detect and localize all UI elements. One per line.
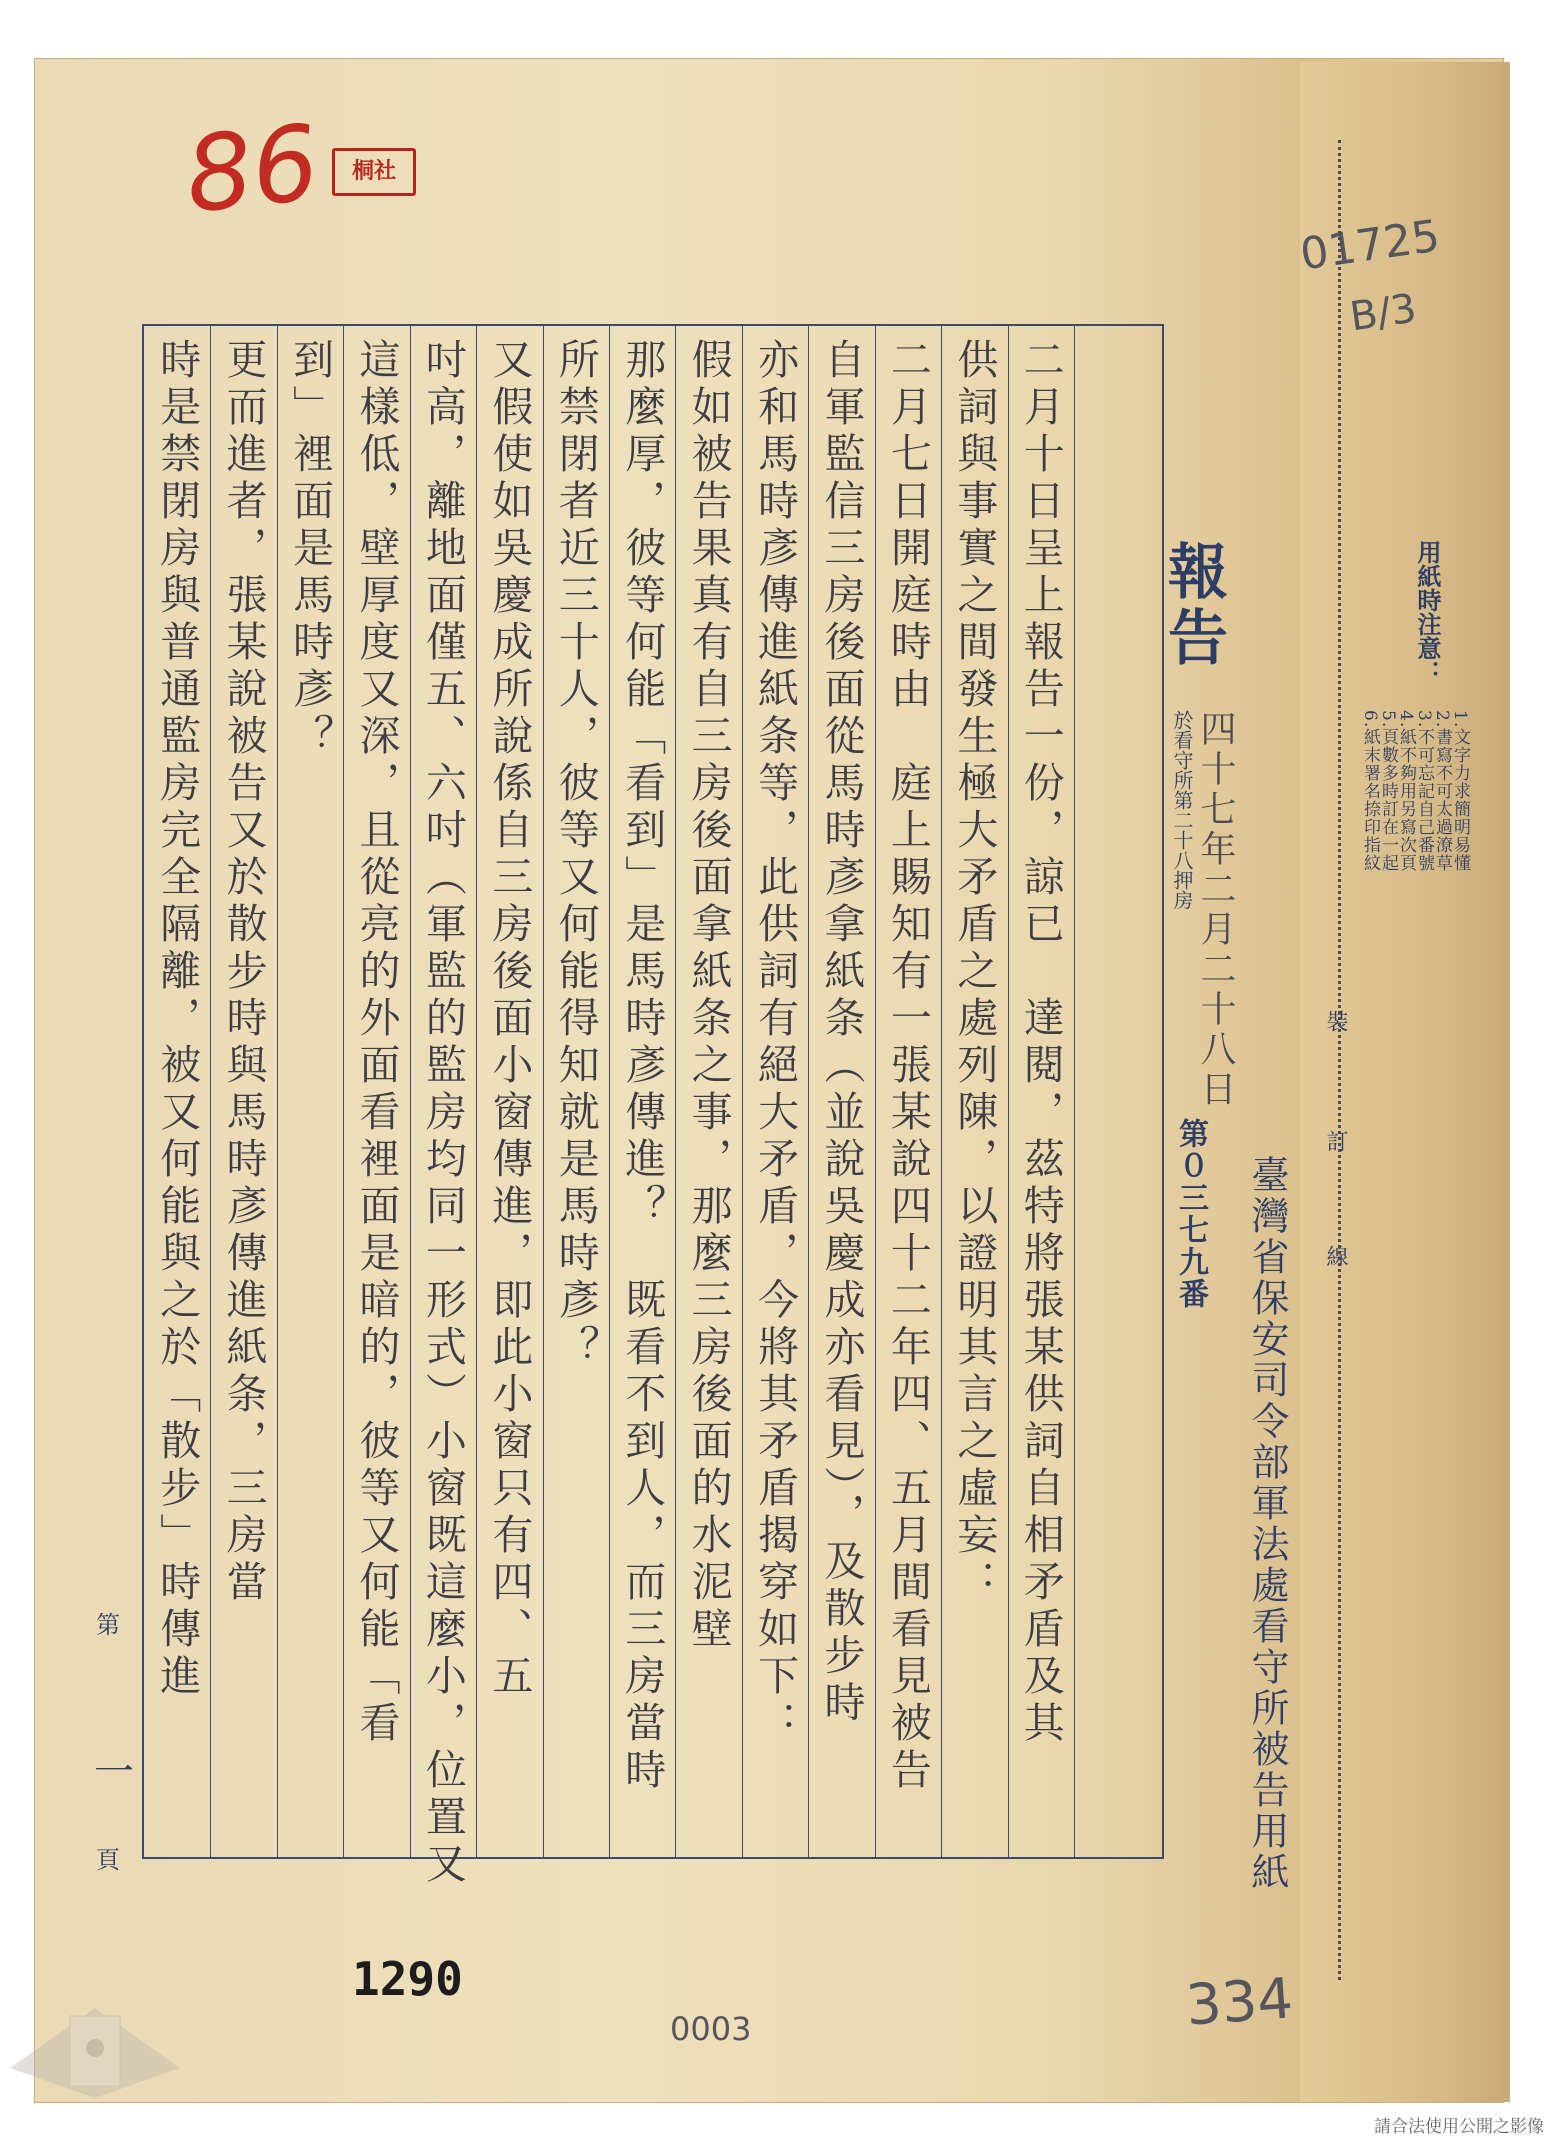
column-divider <box>277 326 278 1857</box>
body-text-column: 自軍監信三房後面從馬時彥拿紙条（並說吳慶成亦看見），及散步時 <box>817 338 866 1728</box>
body-text-column: 二月十日呈上報告一份，諒已 達閱，茲特將張某供詞自相矛盾及其 <box>1016 338 1065 1748</box>
note-item: 6.紙末署名捺印指紋 <box>1360 710 1380 873</box>
usage-watermark: 請合法使用公開之影像 <box>1374 2117 1544 2137</box>
body-text-column: 假如被告果真有自三房後面拿紙条之事，那麼三房後面的水泥壁 <box>684 338 733 1654</box>
page-label-bottom: 頁 <box>96 1846 120 1874</box>
column-divider <box>543 326 544 1857</box>
note-item: 4.紙不夠用另寫次頁 <box>1396 710 1416 873</box>
body-text-column: 所禁閉者近三十人，彼等又何能得知就是馬時彥？ <box>551 338 600 1372</box>
archive-logo-watermark <box>0 1968 190 2108</box>
column-divider <box>210 326 211 1857</box>
note-item: 2.書寫不可太過潦草 <box>1432 710 1452 873</box>
body-text-column: 吋高，離地面僅五、六吋（軍監的監房均同一形式）小窗既這麼小，位置又 <box>418 338 467 1889</box>
pencil-number-bottom-right: 334 <box>1183 1966 1296 2039</box>
body-text-column: 時是禁閉房與普通監房完全隔離，被又何能與之於「散步」時傳進 <box>153 338 202 1701</box>
body-text-column: 這樣低，壁厚度又深，且從亮的外面看裡面是暗的，彼等又何能「看 <box>352 338 401 1748</box>
column-divider <box>742 326 743 1857</box>
column-divider <box>609 326 610 1857</box>
column-divider <box>410 326 411 1857</box>
notes-heading: 用紙時注意： <box>1413 540 1442 684</box>
column-divider <box>808 326 809 1857</box>
note-item: 1.文字力求簡明易懂 <box>1450 710 1470 873</box>
body-text-column: 又假使如吳慶成所說係自三房後面小窗傳進，即此小窗只有四、五 <box>485 338 534 1701</box>
page-number: 一 <box>94 1749 134 1795</box>
binding-label-3: 線 <box>1323 1245 1348 1267</box>
body-text-column: 那麼厚，彼等何能「看到」是馬時彥傳進？ 既看不到人，而三房當時 <box>618 338 667 1795</box>
column-divider <box>675 326 676 1857</box>
column-divider <box>1008 326 1009 1857</box>
header-divider <box>1074 326 1075 1857</box>
binding-line <box>1338 140 1341 1980</box>
red-seal-stamp: 桐社 <box>332 148 416 196</box>
pencil-mark-top-right: B/3 <box>1347 285 1420 341</box>
form-title: 臺灣省保安司令部軍法處看守所被告用紙 <box>1245 1155 1289 1893</box>
red-handwritten-number: 86 <box>179 101 325 237</box>
column-divider <box>875 326 876 1857</box>
binding-label-2: 訂 <box>1323 1130 1348 1152</box>
body-text-column: 亦和馬時彥傳進紙条等，此供詞有絕大矛盾，今將其矛盾揭穿如下： <box>751 338 800 1748</box>
note-item: 5.頁數多時訂在一起 <box>1378 710 1398 873</box>
body-text-column: 更而進者，張某說被告又於散步時與馬時彥傳進紙条，三房當 <box>219 338 268 1607</box>
column-divider <box>343 326 344 1857</box>
column-divider <box>476 326 477 1857</box>
page-label-top: 第 <box>96 1611 120 1639</box>
body-text-column: 到」裡面是馬時彥？ <box>286 338 335 761</box>
pencil-number-top-right: 01725 <box>1297 210 1443 281</box>
pencil-number-bottom: 0003 <box>670 2010 752 2048</box>
report-heading: 報告 <box>1158 540 1228 672</box>
serial-number: 第０三七九番 <box>1173 1118 1208 1310</box>
body-text-column: 供詞與事實之間發生極大矛盾之處列陳，以證明其言之虛妄： <box>950 338 999 1607</box>
column-divider <box>941 326 942 1857</box>
notes-list <box>1360 710 1470 1210</box>
archive-stamp-number: 1290 <box>352 1952 463 2006</box>
note-item: 3.不可忘記自己番號 <box>1414 710 1434 873</box>
report-location: 於看守所第二十八押房 <box>1170 710 1194 910</box>
body-text-column: 二月七日開庭時由 庭上賜知有一張某說四十二年四、五月間看見被告 <box>883 338 932 1795</box>
writing-grid <box>142 324 1164 1889</box>
binding-label-1: 裝 <box>1323 1010 1348 1032</box>
report-date: 四十七年二月二十八日 <box>1195 710 1236 1110</box>
